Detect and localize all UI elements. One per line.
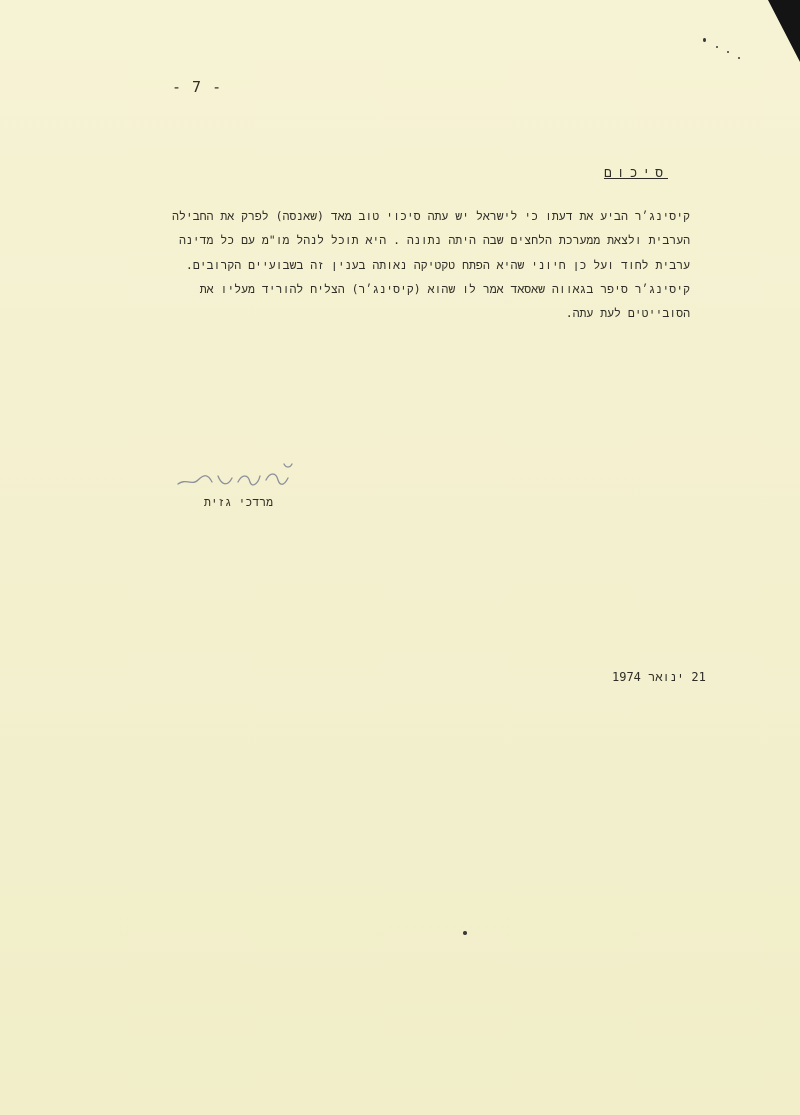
body-line: הסובייטים לעת עתה. (565, 306, 690, 321)
ink-speck (463, 931, 467, 935)
body-line: קיסינג׳ר סיפר בגאווה שאסאד אמר לו שהוא (קיסינג׳ר) הצליח להוריד מעליו את (199, 281, 690, 296)
ink-speck (716, 46, 718, 48)
page-corner-shadow (768, 0, 800, 62)
page-number: - 7 - (172, 78, 223, 96)
ink-speck (703, 38, 706, 42)
section-heading: סיכום (603, 166, 668, 181)
body-line: ערבית לחוד ועל כן חיוני שהיא הפתח טקטיקה נאותה בענין זה בשבועיים הקרובים. (185, 257, 690, 272)
body-line: קיסינג׳ר הביע את דעתו כי לישראל יש עתה סיכוי טוב מאד (שאנסה) לפרק את החבילה (172, 209, 690, 223)
ink-speck (738, 57, 740, 59)
body-line: הערבית ולצאת ממערכת הלחצים שבה היתה נתונה . היא תוכל לנהל מו"מ עם כל מדינה (178, 233, 690, 248)
document-date: 21 ינואר 1974 (612, 670, 706, 684)
signer-name: מרדכי גזית (204, 495, 274, 509)
handwritten-signature (172, 456, 302, 496)
body-paragraph (90, 204, 690, 325)
ink-speck (727, 51, 729, 53)
